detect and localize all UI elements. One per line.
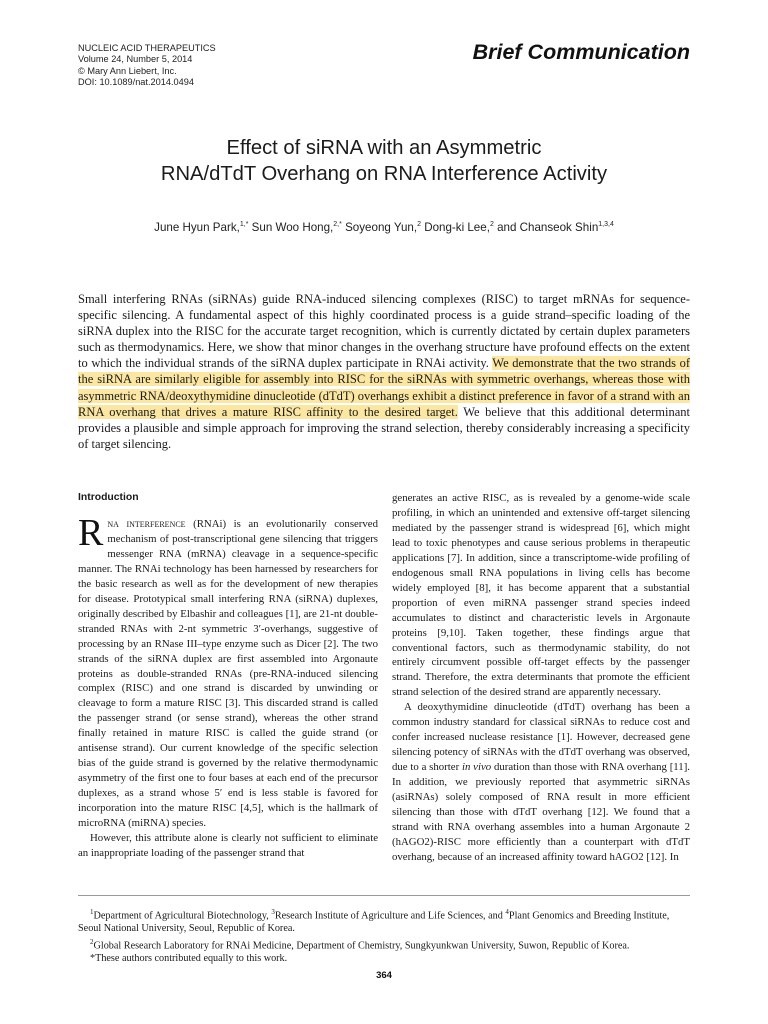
footnote-text: Global Research Laboratory for RNAi Medicine, Department of Chemistry, Sungkyunkwan University, Suwon, Republic of Korea. [93, 939, 630, 951]
intro-smallcaps: na interference [107, 518, 186, 530]
intro-paragraph-1-text: (RNAi) is an evolutionarily conserved mechanism of post-transcriptional gene silencing that triggers messenger RNA (mRNA) cleavage in a sequence-specific manner. The RNAi technology has been harnessed by researchers for the basic research as well as for the development of new therapies for disease. Prototypical small interfering RNA (siRNA) duplexes, originally described by Elbashir and colleagues [1], are 21-nt double-stranded RNAs with 2-nt symmetric 3′-overhangs, suggestive of processing by an RNase III–type enzyme such as Dicer [2]. The two strands of the siRNA duplex are first assembled into Argonaute proteins as double-stranded RNAs (pre-RNA-induced silencing complex (RISC) and one strand is discarded by unwinding or cleavage to form a mature RISC [3]. This discarded strand is called the passenger strand (or sense strand), whereas the other strand finally retained in mature RISC is called the guide strand (or antisense strand). Our current knowledge of the specific selection bias of the guide strand is governed by the relative thermodynamic asymmetry of the first one to four bases at each end of the precursor duplexes, as a strand whose 5′ end is less stable is favored for incorporation into the mature RISC [4,5], which is the hallmark of microRNA (miRNA) species. [78, 518, 378, 830]
body-column-right [392, 491, 690, 865]
intro-paragraph-2: However, this attribute alone is clearly not sufficient to eliminate an inappropriate loading of the passenger strand that [78, 832, 378, 859]
doi-line: DOI: 10.1089/nat.2014.0494 [78, 77, 194, 88]
intro-paragraph-continued: generates an active RISC, as is revealed by a genome-wide scale profiling, in which an unintended and extensive off-target silencing mediated by the passenger strand is widespread [6], which might lead to toxic phenotypes and cause serious problems in therapeutic applications [7]. In addition, since a transcriptome-wide profiling of endogenous small RNA populations in living cells has become widely employed [8], it has become apparent that a substantial proportion of even miRNA passenger strand species indeed accumulates to distinct and characteristic levels in Argonaute proteins [9,10]. Taken together, these findings argue that conventional factors, such as thermodynamic stability, do not entirely circumvent possible off-target effects by the passenger strand. Therefore, the extra determinants that promote the efficient strand selection of the desired strand are apparently necessary. [392, 492, 690, 699]
author-affiliation: 2 [489, 221, 494, 229]
author-name: Soyeong Yun, [341, 221, 418, 234]
page-number: 364 [376, 970, 392, 981]
journal-volume: Volume 24, Number 5, 2014 [78, 54, 193, 65]
footnote-text: Plant Genomics and Breeding Institute, Seoul National University, Seoul, Republic of Korea. [78, 910, 670, 934]
title-line-2: RNA/dTdT Overhang on RNA Interference Activity [160, 163, 608, 185]
intro-paragraph-3-italic: in vivo [461, 761, 492, 774]
author-list [78, 221, 690, 234]
author-name: June Hyun Park, [154, 221, 240, 234]
footnote-marker: 2 [90, 937, 94, 946]
footnote-marker: 4 [505, 908, 509, 916]
author-name: and Chanseok Shin [493, 221, 599, 234]
footnote-3: *These authors contributed equally to this work. [90, 952, 288, 964]
footnote-marker: 1 [90, 908, 94, 916]
journal-metadata [78, 43, 216, 89]
intro-paragraph-3-text-a: A deoxythymidine dinucleotide (dTdT) overhang has been a common industry standard for classical siRNAs to reduce cost and confer increased nuclease resistance [1]. However, decreased gene silencing potency of siRNAs with the dTdT overhang was observed, due to a shorter [392, 701, 690, 774]
footnote-text: Research Institute of Agriculture and Life Sciences, and [274, 910, 506, 922]
author-affiliation: 1,* [239, 221, 249, 229]
abstract-text-before: Small interfering RNAs (siRNAs) guide RNA-induced silencing complexes (RISC) to target mRNAs for sequence-specific silencing. A fundamental aspect of this highly coordinated process is a guide strand–specific loading of the siRNA duplex into the RISC for the accurate target recognition, which is currently dictated by certain duplex parameters such as thermodynamics. Here, we show that minor changes in the overhang structure have profound effects on the extent to which the individual strands of the siRNA duplex participate in RNAi activity. [78, 292, 690, 371]
drop-cap: R [78, 512, 104, 554]
article-title [78, 135, 690, 187]
body-column-left [78, 491, 378, 861]
footnote-1 [78, 906, 690, 936]
intro-paragraph-3-text-b: duration than those with RNA overhang [11]. In addition, we previously reported that asymmetric siRNAs (asiRNAs) solely composed of RNA result in more efficient silencing than those with dTdT overhang [12]. We found that a strand with RNA overhang assembles into a human Argonaute 2 (hAGO2)-RISC more efficiently than a counterpart with dTdT overhang, because of an increased affinity toward hAGO2 [12]. In [392, 761, 690, 863]
author-affiliation: 2 [417, 221, 421, 229]
title-line-1: Effect of siRNA with an Asymmetric [226, 137, 542, 159]
intro-paragraph-3 [392, 700, 690, 864]
copyright-line: © Mary Ann Liebert, Inc. [78, 65, 177, 76]
author-affiliation: 1,3,4 [598, 221, 614, 229]
intro-paragraph-1 [78, 512, 378, 831]
section-heading-introduction: Introduction [78, 492, 139, 503]
footnote-2 [78, 936, 690, 953]
author-name: Sun Woo Hong, [248, 221, 334, 234]
author-affiliation: 2,* [333, 221, 342, 229]
abstract [78, 291, 690, 452]
footnote-text: Department of Agricultural Biotechnology, [93, 910, 272, 922]
abstract-text-after: We believe that this additional determinant provides a plausible and simple approach for improving the strand selection, thereby considerably increasing a specificity of target silencing. [78, 404, 690, 451]
article-type: Brief Communication [472, 40, 690, 64]
author-name: Dong-ki Lee, [420, 221, 490, 234]
journal-name: NUCLEIC ACID THERAPEUTICS [78, 43, 216, 53]
footnotes [78, 906, 690, 965]
footnote-divider [78, 895, 690, 896]
abstract-highlight[interactable]: We demonstrate that the two strands of the siRNA are similarly eligible for assembly into RISC for the siRNAs with symmetric overhangs, whereas those with asymmetric RNA/deoxythymidine dinucleotide (dTdT) overhangs exhibit a distinct preference in favor of a strand with an RNA overhang that drives a mature RISC affinity to the desired target. [78, 356, 690, 419]
footnote-marker: 3 [271, 908, 275, 916]
